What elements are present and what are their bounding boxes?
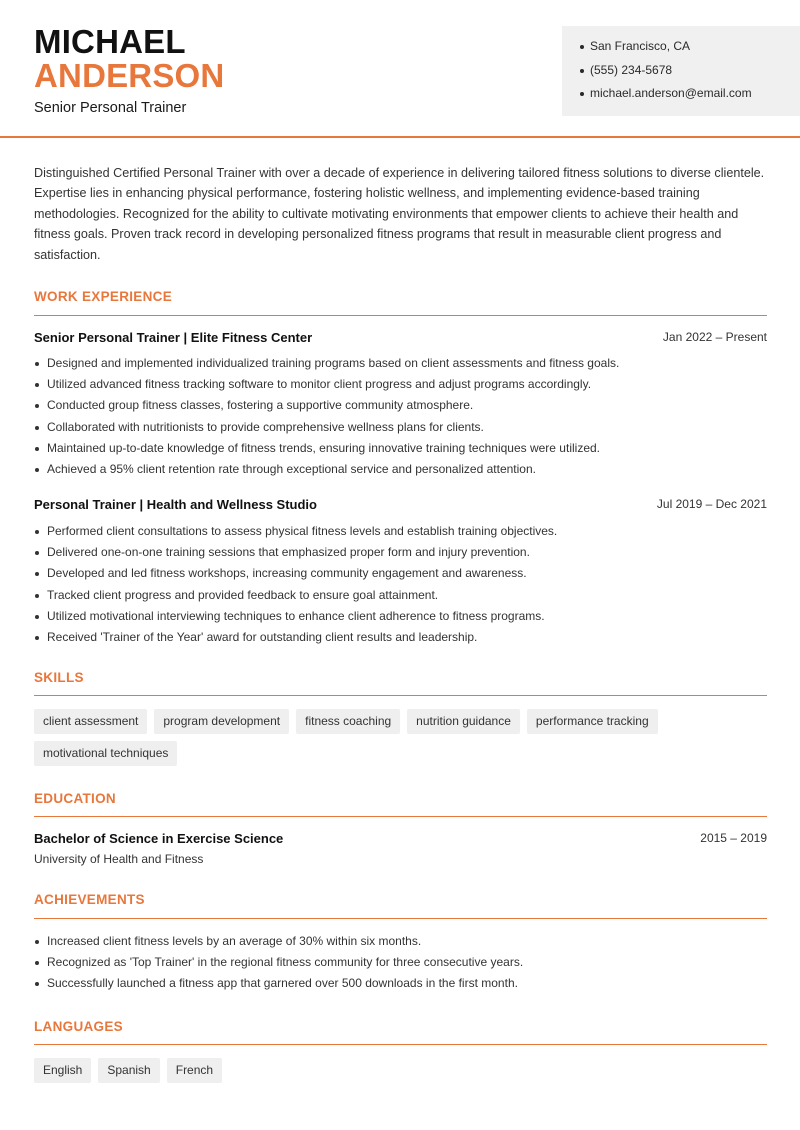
skill-tag: nutrition guidance bbox=[407, 709, 520, 734]
section-divider bbox=[34, 816, 767, 817]
achievements-heading: ACHIEVEMENTS bbox=[34, 892, 145, 907]
list-item: Tracked client progress and provided feedback to ensure goal attainment. bbox=[34, 587, 767, 608]
job-role: Personal Trainer | Health and Wellness Studio bbox=[34, 497, 317, 512]
last-name: ANDERSON bbox=[34, 57, 225, 94]
job-entry-2-header bbox=[34, 497, 767, 515]
contact-box bbox=[562, 26, 800, 116]
list-item: Maintained up-to-date knowledge of fitness trends, ensuring innovative training techniques were utilized. bbox=[34, 440, 767, 461]
job-dates: Jul 2019 – Dec 2021 bbox=[656, 497, 767, 511]
list-item: Successfully launched a fitness app that garnered over 500 downloads in the first month. bbox=[34, 975, 767, 996]
contact-phone: (555) 234-5678 bbox=[580, 60, 800, 84]
language-tag: French bbox=[167, 1058, 222, 1083]
list-item: Recognized as 'Top Trainer' in the regional fitness community for three consecutive years. bbox=[34, 954, 767, 975]
section-divider bbox=[34, 918, 767, 919]
languages-list bbox=[34, 1058, 774, 1083]
section-divider bbox=[34, 695, 767, 696]
degree-name: Bachelor of Science in Exercise Science bbox=[34, 831, 284, 846]
skills-heading: SKILLS bbox=[34, 670, 84, 685]
job-entry-1-header bbox=[34, 330, 767, 348]
section-divider bbox=[34, 1044, 767, 1045]
skill-tag: client assessment bbox=[34, 709, 147, 734]
job-role: Senior Personal Trainer | Elite Fitness Center bbox=[34, 330, 313, 345]
skill-tag: program development bbox=[154, 709, 289, 734]
skill-tag: motivational techniques bbox=[34, 741, 177, 766]
list-item: Increased client fitness levels by an average of 30% within six months. bbox=[34, 933, 767, 954]
contact-email[interactable]: michael.anderson@email.com bbox=[580, 83, 800, 107]
list-item: Delivered one-on-one training sessions that emphasized proper form and injury prevention. bbox=[34, 544, 767, 565]
contact-location: San Francisco, CA bbox=[580, 36, 800, 60]
skills-list bbox=[34, 709, 774, 766]
education-heading: EDUCATION bbox=[34, 791, 116, 806]
language-tag: Spanish bbox=[98, 1058, 159, 1083]
summary-text: Distinguished Certified Personal Trainer with over a decade of experience in delivering tailored fitness solutions to diverse clientele. Expertise lies in enhancing physical performance, fostering holistic wellness, and implementing evidence-based training methodologies. Recognized for the ability to cultivate motivating environments that empower clients to achieve their health and fitness goals. Proven track record in developing personalized fitness programs that result in measurable client progress and satisfaction. bbox=[34, 166, 765, 262]
list-item: Performed client consultations to assess physical fitness levels and establish training objectives. bbox=[34, 523, 767, 544]
skill-tag: performance tracking bbox=[527, 709, 658, 734]
skill-tag: fitness coaching bbox=[296, 709, 400, 734]
list-item: Utilized advanced fitness tracking software to monitor client progress and adjust programs accordingly. bbox=[34, 376, 767, 397]
languages-heading: LANGUAGES bbox=[34, 1019, 123, 1034]
education-dates: 2015 – 2019 bbox=[700, 831, 767, 845]
job-dates: Jan 2022 – Present bbox=[662, 330, 767, 344]
list-item: Developed and led fitness workshops, increasing community engagement and awareness. bbox=[34, 565, 767, 586]
list-item: Collaborated with nutritionists to provide comprehensive wellness plans for clients. bbox=[34, 419, 767, 440]
job-2-bullets bbox=[34, 523, 767, 650]
achievements-list bbox=[34, 933, 767, 997]
section-divider bbox=[34, 315, 767, 316]
professional-title: Senior Personal Trainer bbox=[34, 100, 187, 116]
first-name: MICHAEL bbox=[34, 23, 186, 60]
work-experience-heading: WORK EXPERIENCE bbox=[34, 289, 173, 304]
full-name bbox=[34, 25, 224, 93]
list-item: Designed and implemented individualized training programs based on client assessments and fitness goals. bbox=[34, 355, 767, 376]
list-item: Utilized motivational interviewing techniques to enhance client adherence to fitness programs. bbox=[34, 608, 767, 629]
list-item: Received 'Trainer of the Year' award for outstanding client results and leadership. bbox=[34, 629, 767, 650]
school-name: University of Health and Fitness bbox=[34, 852, 204, 866]
language-tag: English bbox=[34, 1058, 91, 1083]
list-item: Conducted group fitness classes, fostering a supportive community atmosphere. bbox=[34, 397, 767, 418]
resume-header bbox=[0, 0, 800, 138]
job-1-bullets bbox=[34, 355, 767, 482]
list-item: Achieved a 95% client retention rate through exceptional service and personalized attention. bbox=[34, 461, 767, 482]
